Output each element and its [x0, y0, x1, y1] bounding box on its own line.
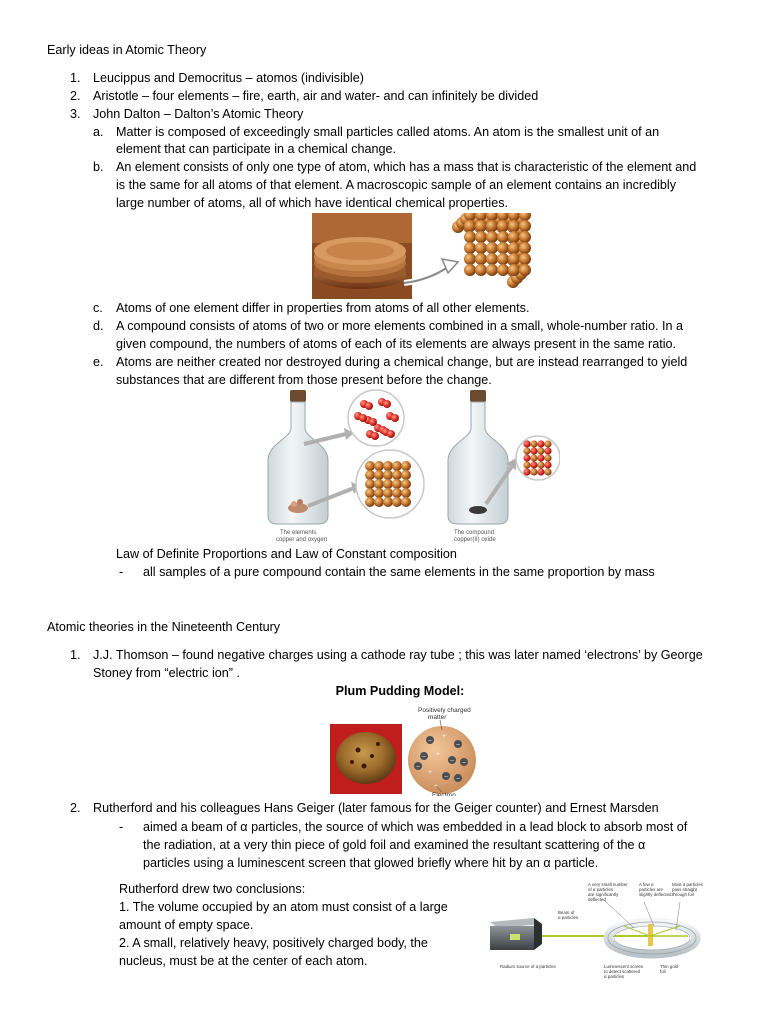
conclusion-line: 1. The volume occupied by an atom must consist of a large [119, 900, 448, 914]
gold-foil-experiment-diagram [484, 880, 706, 984]
atom-sphere [537, 454, 544, 461]
atom-sphere [519, 253, 531, 265]
atom-sphere [497, 231, 509, 243]
atom-sphere [537, 440, 544, 447]
copper-lattice-cube [452, 213, 531, 288]
label-very-small-deflected-2: of α particles [588, 887, 613, 892]
minus-sign-icon: – [450, 758, 454, 765]
atom-sphere [475, 253, 487, 265]
minus-sign-icon: – [444, 774, 448, 781]
atom-sphere [508, 231, 520, 243]
atom-sphere [486, 253, 498, 265]
atom-sphere [508, 253, 520, 265]
atom-sphere [374, 488, 384, 498]
plus-sign-icon: + [436, 752, 440, 759]
pudding-icon [336, 732, 396, 784]
list-item: Atoms are neither created nor destroyed during a chemical change, but are instead rearranged to yield [116, 355, 688, 369]
conclusion-line: nucleus, must be at the center of each atom. [119, 954, 368, 968]
label-beam-2: α particles [558, 915, 579, 920]
copper-oxide-circle [516, 436, 560, 480]
atom-sphere [497, 242, 509, 254]
list-item: large number of atoms, all of which have identical chemical properties. [116, 196, 508, 210]
atom-sphere [383, 488, 393, 498]
atom-sphere [359, 414, 367, 422]
penny-stack [314, 237, 406, 289]
atom-sphere [537, 461, 544, 468]
law-title: Law of Definite Proportions and Law of Constant composition [116, 547, 457, 561]
atom-sphere [365, 497, 375, 507]
atom-sphere [537, 447, 544, 454]
atom-sphere [383, 461, 393, 471]
atom-sphere [530, 440, 537, 447]
atom-sphere [544, 454, 551, 461]
caption-elements-sub: copper and oxygen [276, 537, 328, 543]
label-electron: Electron [432, 792, 456, 796]
atom-sphere [383, 400, 391, 408]
atom-sphere [486, 220, 498, 232]
label-few-deflected-3: slightly deflected [639, 892, 672, 897]
caption-compound: The compound [454, 530, 495, 536]
minus-sign-icon: – [456, 742, 460, 749]
atom-sphere [486, 264, 498, 276]
label-few-deflected-2: particles are [639, 887, 663, 892]
atom-sphere [475, 242, 487, 254]
list-item: J.J. Thomson – found negative charges using a cathode ray tube ; this was later named ‘electrons’ by George [93, 648, 703, 662]
atom-sphere [519, 220, 531, 232]
plum-pudding-model-figure [330, 700, 490, 796]
bottle-left [268, 390, 328, 524]
atom-sphere [383, 479, 393, 489]
copper-pennies-lattice-image [312, 213, 532, 299]
list-number: 3. [70, 107, 81, 121]
atom-sphere [544, 461, 551, 468]
atom-sphere [464, 242, 476, 254]
atom-sphere [371, 432, 379, 440]
list-item: the radiation, at a very thin piece of gold foil and examined the resultant scattering of the α [143, 838, 646, 852]
sublist-letter: c. [93, 301, 103, 315]
label-few-deflected: A few α [639, 882, 654, 887]
atom-sphere [497, 253, 509, 265]
atom-sphere [387, 430, 395, 438]
atom-sphere [508, 242, 520, 254]
list-item: is the same for all atoms of that element. A macroscopic sample of an element contains an incredibly [116, 178, 677, 192]
atom-sphere [401, 479, 411, 489]
atom-sphere [374, 479, 384, 489]
minus-sign-icon: – [422, 754, 426, 761]
list-item: element that can participate in a chemical change. [116, 142, 397, 156]
atom-sphere [537, 468, 544, 475]
list-item: John Dalton – Dalton’s Atomic Theory [93, 107, 304, 121]
atom-sphere [530, 468, 537, 475]
atom-sphere [519, 242, 531, 254]
atom-sphere [497, 220, 509, 232]
atom-sphere [365, 461, 375, 471]
atom-sphere [497, 264, 509, 276]
atom-sphere [475, 264, 487, 276]
atom-sphere [523, 447, 530, 454]
atom-sphere [523, 461, 530, 468]
atom-sphere [475, 231, 487, 243]
radium-source-block [490, 918, 542, 950]
conclusions-title: Rutherford drew two conclusions: [119, 882, 306, 896]
conclusion-line: amount of empty space. [119, 918, 254, 932]
atom-sphere [508, 220, 520, 232]
atom-sphere [523, 440, 530, 447]
caption-elements: The elements [280, 530, 317, 536]
label-most-pass-2: pass straight [672, 887, 697, 892]
list-item: substances that are different from those present before the change. [116, 373, 492, 387]
atom-sphere [392, 497, 402, 507]
list-number: 2. [70, 89, 81, 103]
list-item: Stoney from “electric ion” . [93, 666, 240, 680]
minus-sign-icon: – [462, 760, 466, 767]
list-number: 2. [70, 801, 81, 815]
label-very-small-deflected: A very small number [588, 882, 628, 887]
atom-sphere [530, 461, 537, 468]
atom-sphere [392, 488, 402, 498]
atom-sphere [401, 497, 411, 507]
atom-sphere [508, 264, 520, 276]
list-item: Atoms of one element differ in properties from atoms of all other elements. [116, 301, 530, 315]
atom-sphere [544, 440, 551, 447]
list-item: Leucippus and Democritus – atomos (indivisible) [93, 71, 364, 85]
section-heading-early-ideas: Early ideas in Atomic Theory [47, 43, 207, 57]
atom-sphere [486, 231, 498, 243]
bottle-right [448, 390, 508, 524]
atom-sphere [365, 479, 375, 489]
atom-sphere [365, 470, 375, 480]
list-item: given compound, the numbers of atoms of each of its elements are always present in the same ratio. [116, 337, 677, 351]
atom-sphere [464, 220, 476, 232]
list-number: 1. [70, 71, 81, 85]
label-luminescent-screen: Luminescent screen [604, 964, 644, 969]
section-heading-nineteenth-century: Atomic theories in the Nineteenth Century [47, 620, 281, 634]
sublist-letter: b. [93, 160, 104, 174]
oxygen-molecules-circle [348, 390, 404, 446]
atom-sphere [365, 488, 375, 498]
label-luminescent-screen-3: α particles [604, 974, 625, 979]
caption-compound-sub: copper(II) oxide [454, 537, 496, 543]
label-positive-matter: Positively charged [418, 707, 471, 714]
atom-sphere [401, 470, 411, 480]
dash-bullet: - [119, 820, 124, 834]
label-very-small-deflected-4: deflected [588, 897, 606, 902]
label-gold-foil-2: foil [660, 969, 666, 974]
list-item: A compound consists of atoms of two or more elements combined in a small, whole-number ratio. In a [116, 319, 683, 333]
atom-sphere [383, 470, 393, 480]
plus-sign-icon: + [428, 770, 432, 777]
dash-bullet: - [119, 565, 124, 579]
sublist-letter: d. [93, 319, 104, 333]
atom-sphere [464, 264, 476, 276]
sublist-letter: e. [93, 355, 104, 369]
plum-pudding-title: Plum Pudding Model: [335, 684, 465, 698]
minus-sign-icon: – [428, 738, 432, 745]
list-item: An element consists of only one type of atom, which has a mass that is characteristic of the element and [116, 160, 697, 174]
conclusion-line: 2. A small, relatively heavy, positively charged body, the [119, 936, 428, 950]
label-gold-foil: Thin gold [660, 964, 679, 969]
list-item: Matter is composed of exceedingly small particles called atoms. An atom is the smallest unit of an [116, 125, 660, 139]
list-item: aimed a beam of α particles, the source of which was embedded in a lead block to absorb most of [143, 820, 688, 834]
atom-sphere [464, 253, 476, 265]
atom-sphere [544, 447, 551, 454]
label-luminescent-screen-2: to detect scattered [604, 969, 641, 974]
atom-sphere [530, 454, 537, 461]
sublist-letter: a. [93, 125, 104, 139]
atom-sphere [544, 468, 551, 475]
label-very-small-deflected-3: are significantly [588, 892, 619, 897]
list-item: Aristotle – four elements – fire, earth, air and water- and can infinitely be divided [93, 89, 539, 103]
atom-sphere [374, 470, 384, 480]
atom-sphere [374, 461, 384, 471]
atom-sphere [392, 461, 402, 471]
atom-sphere [401, 488, 411, 498]
atom-sphere [523, 468, 530, 475]
atom-sphere [530, 447, 537, 454]
atom-sphere [401, 461, 411, 471]
atom-sphere [392, 470, 402, 480]
atom-sphere [374, 497, 384, 507]
atom-sphere [464, 231, 476, 243]
minus-sign-icon: – [416, 764, 420, 771]
copper-lattice-circle [356, 450, 424, 518]
atom-sphere [475, 220, 487, 232]
atom-sphere [486, 242, 498, 254]
atom-sphere [523, 454, 530, 461]
label-radium-source: Radium source of α particles [500, 964, 556, 969]
label-most-pass: Most α particles [672, 882, 703, 887]
list-item: particles using a luminescent screen that glowed briefly where hit by an α particle. [143, 856, 599, 870]
label-beam: Beam of [558, 910, 575, 915]
minus-sign-icon: – [456, 776, 460, 783]
atom-sphere [519, 231, 531, 243]
bottles-copper-oxide-figure [260, 388, 560, 544]
plus-sign-icon: + [434, 784, 438, 791]
list-item: Rutherford and his colleagues Hans Geiger (later famous for the Geiger counter) and Ernest Marsden [93, 801, 659, 815]
plus-sign-icon: + [442, 734, 446, 741]
atom-sphere [391, 414, 399, 422]
list-number: 1. [70, 648, 81, 662]
atom-sphere [365, 402, 373, 410]
atom-sphere [392, 479, 402, 489]
atom-sphere [519, 264, 531, 276]
atom-sphere [383, 497, 393, 507]
law-description: all samples of a pure compound contain the same elements in the same proportion by mass [143, 565, 655, 579]
label-positive-matter-sub: matter [428, 714, 447, 721]
label-most-pass-3: through foil [672, 892, 694, 897]
